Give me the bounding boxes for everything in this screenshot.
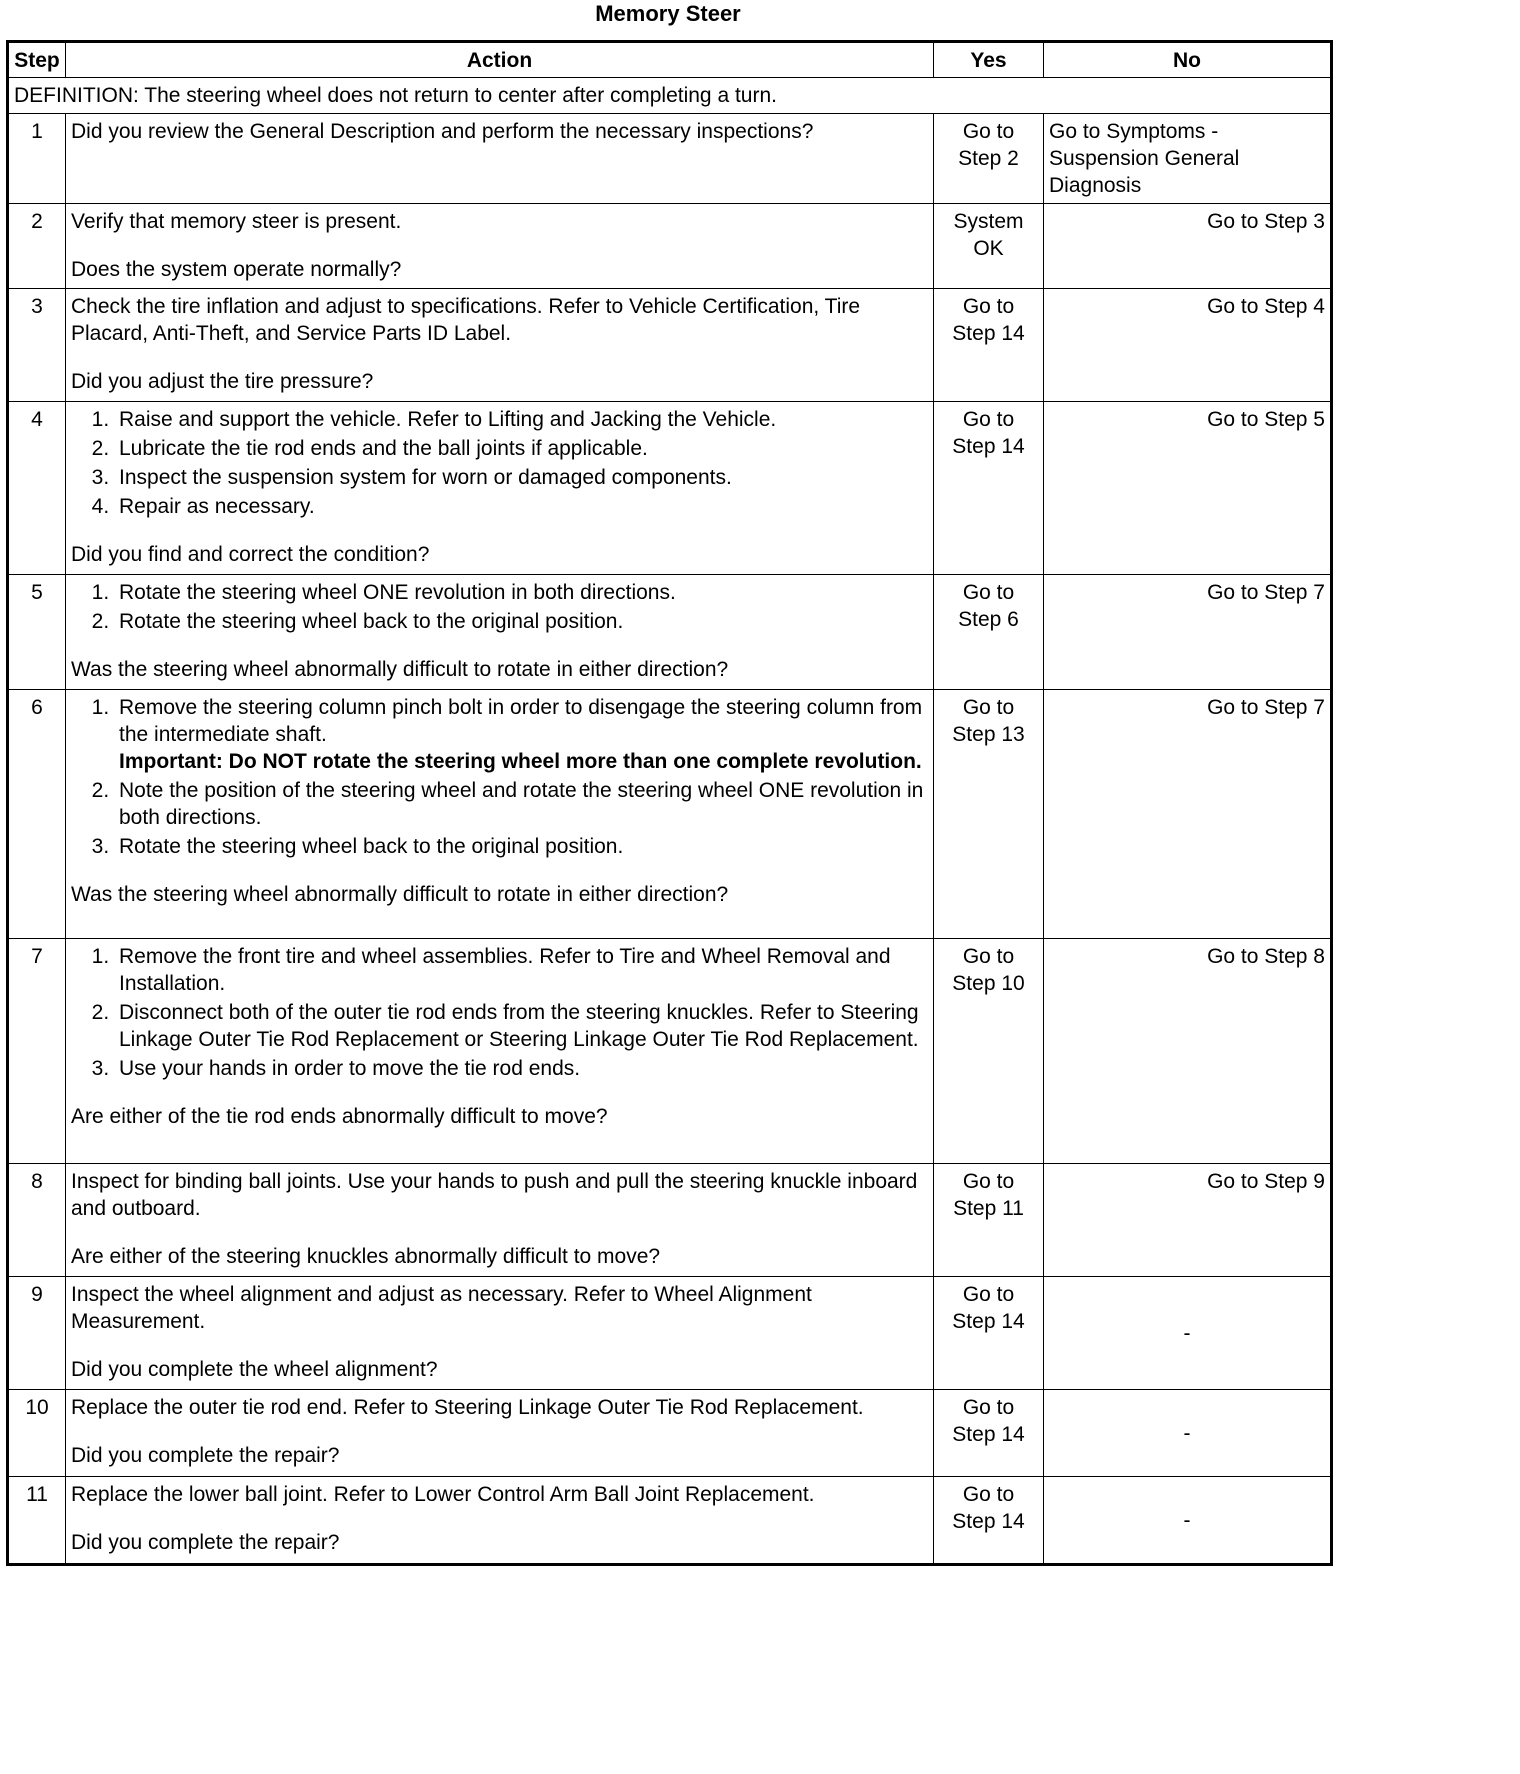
yes-cell: Go to Step 13 xyxy=(934,690,1044,939)
list-item: 2. Disconnect both of the outer tie rod ends from the steering knuckles. Refer to Steering Linkage Outer Tie Rod Replacement or Steering Linkage Outer Tie Rod Replacement. xyxy=(115,999,928,1053)
action-text: Inspect the wheel alignment and adjust as necessary. Refer to Wheel Alignment Measurement. xyxy=(71,1283,812,1333)
action-cell xyxy=(66,690,934,939)
step-number: 8 xyxy=(8,1164,66,1277)
action-question: Did you adjust the tire pressure? xyxy=(71,370,374,393)
yes-cell: System OK xyxy=(934,204,1044,289)
yes-cell: Go to Step 14 xyxy=(934,1277,1044,1390)
step-number: 11 xyxy=(8,1477,66,1565)
step-number: 4 xyxy=(8,402,66,575)
step-number: 9 xyxy=(8,1277,66,1390)
action-cell xyxy=(66,402,934,575)
action-text: Replace the outer tie rod end. Refer to Steering Linkage Outer Tie Rod Replacement. xyxy=(71,1396,864,1419)
list-item: 1. Raise and support the vehicle. Refer to Lifting and Jacking the Vehicle. xyxy=(115,406,928,433)
no-cell: Go to Step 4 xyxy=(1044,289,1332,402)
step-number: 10 xyxy=(8,1390,66,1477)
list-item: 1. Remove the front tire and wheel assemblies. Refer to Tire and Wheel Removal and Installation. xyxy=(115,943,928,997)
action-text: Inspect for binding ball joints. Use your hands to push and pull the steering knuckle inboard and outboard. xyxy=(71,1170,918,1220)
no-cell: Go to Symptoms - Suspension General Diagnosis xyxy=(1044,114,1332,204)
table-row xyxy=(8,1164,1332,1277)
action-cell xyxy=(66,575,934,690)
yes-cell: Go to Step 14 xyxy=(934,1390,1044,1477)
action-cell xyxy=(66,1390,934,1477)
header-step: Step xyxy=(8,42,66,78)
action-question: Did you complete the repair? xyxy=(71,1531,340,1554)
action-cell xyxy=(66,204,934,289)
list-item-text: Remove the steering column pinch bolt in order to disengage the steering column from the intermediate shaft. xyxy=(119,696,923,746)
action-list xyxy=(71,579,928,635)
header-yes: Yes xyxy=(934,42,1044,78)
action-text: Verify that memory steer is present. xyxy=(71,210,402,233)
table-row xyxy=(8,1390,1332,1477)
action-question: Did you complete the wheel alignment? xyxy=(71,1358,438,1381)
no-cell: - xyxy=(1044,1390,1332,1477)
action-question: Was the steering wheel abnormally difficult to rotate in either direction? xyxy=(71,658,729,681)
no-cell: Go to Step 5 xyxy=(1044,402,1332,575)
table-row xyxy=(8,289,1332,402)
yes-cell: Go to Step 6 xyxy=(934,575,1044,690)
list-item: 2. Note the position of the steering wheel and rotate the steering wheel ONE revolution in both directions. xyxy=(115,777,928,831)
action-cell xyxy=(66,289,934,402)
no-cell: Go to Step 9 xyxy=(1044,1164,1332,1277)
action-question: Did you complete the repair? xyxy=(71,1444,340,1467)
diagnostic-table xyxy=(6,40,1333,1566)
table-row xyxy=(8,1477,1332,1565)
action-question: Does the system operate normally? xyxy=(71,258,402,281)
list-item: 2. Lubricate the tie rod ends and the ball joints if applicable. xyxy=(115,435,928,462)
action-question: Are either of the tie rod ends abnormally difficult to move? xyxy=(71,1105,608,1128)
header-action: Action xyxy=(66,42,934,78)
action-text: Replace the lower ball joint. Refer to Lower Control Arm Ball Joint Replacement. xyxy=(71,1483,815,1506)
action-text: Did you review the General Description and perform the necessary inspections? xyxy=(71,120,814,143)
yes-cell: Go to Step 10 xyxy=(934,939,1044,1164)
list-item: 1. Rotate the steering wheel ONE revolution in both directions. xyxy=(115,579,928,606)
list-item: 3. Rotate the steering wheel back to the original position. xyxy=(115,833,928,860)
action-list xyxy=(71,943,928,1082)
step-number: 5 xyxy=(8,575,66,690)
definition-text: DEFINITION: The steering wheel does not return to center after completing a turn. xyxy=(8,78,1332,114)
action-cell xyxy=(66,114,934,204)
yes-cell: Go to Step 14 xyxy=(934,1477,1044,1565)
no-cell: Go to Step 8 xyxy=(1044,939,1332,1164)
no-cell: Go to Step 7 xyxy=(1044,690,1332,939)
list-item xyxy=(115,694,928,775)
list-item: 2. Rotate the steering wheel back to the original position. xyxy=(115,608,928,635)
table-row xyxy=(8,204,1332,289)
page-title: Memory Steer xyxy=(595,1,741,26)
action-question: Are either of the steering knuckles abnormally difficult to move? xyxy=(71,1245,661,1268)
list-item: 3. Use your hands in order to move the tie rod ends. xyxy=(115,1055,928,1082)
action-question: Did you find and correct the condition? xyxy=(71,543,430,566)
table-row xyxy=(8,575,1332,690)
action-cell xyxy=(66,1477,934,1565)
table-row xyxy=(8,402,1332,575)
no-cell: Go to Step 3 xyxy=(1044,204,1332,289)
yes-cell: Go to Step 11 xyxy=(934,1164,1044,1277)
table-row xyxy=(8,114,1332,204)
table-header-row xyxy=(8,42,1332,78)
action-list xyxy=(71,406,928,520)
action-question: Was the steering wheel abnormally difficult to rotate in either direction? xyxy=(71,883,729,906)
no-cell: - xyxy=(1044,1277,1332,1390)
action-cell xyxy=(66,1277,934,1390)
action-cell xyxy=(66,939,934,1164)
no-cell: - xyxy=(1044,1477,1332,1565)
action-cell xyxy=(66,1164,934,1277)
step-number: 7 xyxy=(8,939,66,1164)
no-cell: Go to Step 7 xyxy=(1044,575,1332,690)
action-list xyxy=(71,694,928,860)
step-number: 2 xyxy=(8,204,66,289)
step-number: 3 xyxy=(8,289,66,402)
table-row xyxy=(8,690,1332,939)
header-no: No xyxy=(1044,42,1332,78)
table-row xyxy=(8,1277,1332,1390)
step-number: 1 xyxy=(8,114,66,204)
important-note: Important: Do NOT rotate the steering wheel more than one complete revolution. xyxy=(119,750,922,773)
action-text: Check the tire inflation and adjust to specifications. Refer to Vehicle Certification, Tire Placard, Anti-Theft, and Service Parts ID Label. xyxy=(71,295,861,345)
list-item: 4. Repair as necessary. xyxy=(115,493,928,520)
yes-cell: Go to Step 14 xyxy=(934,402,1044,575)
table-row xyxy=(8,939,1332,1164)
list-item: 3. Inspect the suspension system for worn or damaged components. xyxy=(115,464,928,491)
yes-cell: Go to Step 14 xyxy=(934,289,1044,402)
definition-row xyxy=(8,78,1332,114)
yes-cell: Go to Step 2 xyxy=(934,114,1044,204)
step-number: 6 xyxy=(8,690,66,939)
